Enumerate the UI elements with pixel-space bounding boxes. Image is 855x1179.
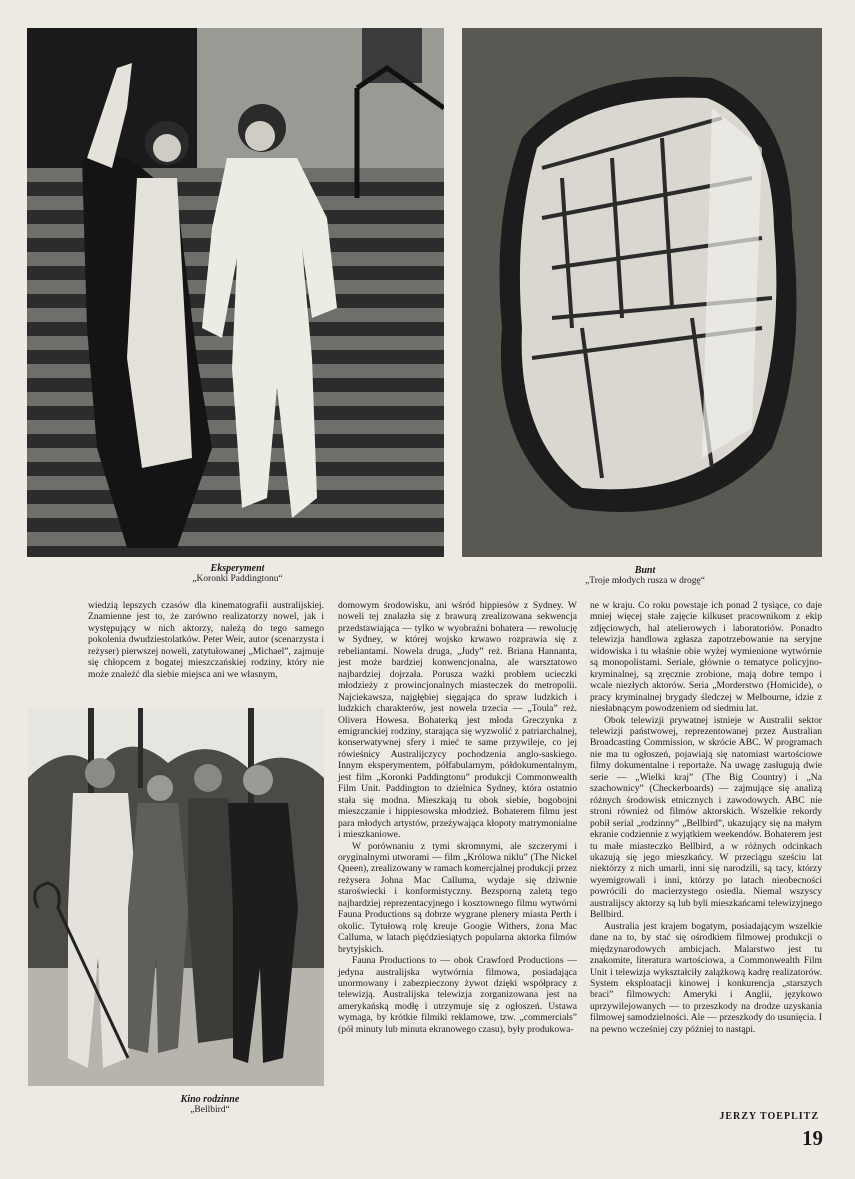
caption-title: Eksperyment: [210, 563, 265, 574]
paragraph: domowym środowisku, ani wśród hippiesów z Sydney. W noweli tej znalazła się z brawurą zrealizowana sekwencja przedstawiająca — tylko w wyobraźni bohatera — rewolucję w Sydney, w której wojsko krwawo rozprawia się z rebeliantami. Nowela druga, „Judy” reż. Briana Hannanta, jest może bardziej konwencjonalna, ale warsztatowo najbardziej dojrzała. Porusza ważki problem ucieczki młodzieży z prowincjonalnych miasteczek do metropolii. Najciekawsza, najgłębiej sięgająca do spraw ludzkich i ludzkich charakterów, jest nowela trzecia — „Toula” reż. Olivera Howesa. Bohaterką jest młoda Greczynka z emigranckiej rodziny, starająca się wyzwolić z patriarchalnej, konserwatywnej sfery i mieć te same przywileje, co jej rówieśnicy Australijczycy pochodzenia anglo-saskiego. Innym eksperymentem, półfabularnym, półdokumentalnym, jest film „Koronki Paddingtonu” produkcji Commonwealth Film Unit. Paddington to dzielnica Sydney, która ostatnio stała się modna. Mieszkają tu obok siebie, bogobojni mieszczanie i hippiesowska młodzież. Bohaterem filmu jest para młodych artystów, przeżywająca kłopoty matrymonialne i mieszkaniowe.: [338, 600, 577, 841]
paragraph: Australia jest krajem bogatym, posiadającym wszelkie dane na to, by stać się ośrodkiem filmowej produkcji o międzynarodowych ambicjach. Malarstwo jest tu znakomite, literatura wartościowa, a Commonwealth Film Unit i telewizja wykształciły zalążkową kadrę realizatorów. System eksploatacji kinowej i konkurencja „starszych braci” filmowych: Ameryki i Anglii, językowo uprzywilejowanych — to przeszkody na drodze uzyskania filmowej samodzielności. Ale — przeszkody do usunięcia. I na pewno wcześniej czy później to nastąpi.: [590, 920, 822, 1035]
caption-window: [560, 565, 730, 587]
caption-subtitle: „Troje młodych rusza w drogę“: [585, 576, 705, 586]
window-photo-image: [462, 28, 822, 557]
page-number: 19: [802, 1126, 823, 1150]
photo-broken-window: [462, 28, 822, 557]
family-photo-image: [28, 708, 324, 1086]
caption-subtitle: „Koronki Paddingtonu“: [192, 574, 283, 584]
paragraph: W porównaniu z tymi skromnymi, ale szczerymi i oryginalnymi utworami — film „Królowa niklu” (The Nickel Queen), zrealizowany w ramach komercjalnej produkcji przez reżysera Johna Mac Calluma, wydaje się dziwnie staroświecki i konformistyczny. Bezsporną zaletą tego najbardziej reprezentacyjnego i kosztownego filmu wytwórni Fauna Productions są dobrze wygrane plenery miasta Perth i okolic. Tytułową rolę kreuje Googie Withers, żona Mac Calluma, w latach pięćdziesiątych popularna aktorka filmów brytyjskich.: [338, 840, 577, 955]
author-signature: JERZY TOEPLITZ: [719, 1111, 819, 1122]
photo-family-group: [28, 708, 324, 1086]
paragraph: Obok telewizji prywatnej istnieje w Australii sektor telewizji państwowej, reprezentowanej przez Australian Broadcasting Commission, w skrócie ABC. W programach nie ma tu ogłoszeń, pojawiają się natomiast wartościowe filmy dokumentalne i reportaże. Na uwagę zasługują dwie serie — „Wielki kraj” (The Big Country) i „Na szachownicy” (Checkerboards) — zajmujące się analizą różnych środowisk etnicznych i zawodowych. ABC nie stroni również od filmów aktorskich. Wszelkie rekordy pobił serial „rodzinny” „Bellbird”, ukazujący się na małym ekranie codziennie z wyjątkiem weekendów. Bohaterem jest tu małe miasteczko Bellbird, a w różnych odcinkach ukazują się jego mieszkańcy. W przeciągu sześciu lat niektórzy z nich umarli, inni się narodzili, są tacy, którzy wyemigrowali i inni, którzy po latach nieobecności powrócili do macierzystego osiedla. Niemal wszyscy australijscy aktorzy są lub byli mieszkańcami telewizyjnego Bellbird.: [590, 714, 822, 921]
article-column-1: [88, 600, 324, 680]
wedding-photo-image: [27, 28, 444, 557]
paragraph: wiedzią lepszych czasów dla kinematografii australijskiej. Znamienne jest to, że zarówno realizatorzy nowel, jak i występujący w nich aktorzy, należą do tego samego pokolenia dwudziestolatków. Peter Weir, autor (scenarzysta i reżyser) pierwszej noweli, zatytułowanej „Michael”, zajmuje się chłopcem z bogatej mieszczańskiej rodziny, który nie może znaleźć dla siebie miejsca ani we własnym,: [88, 600, 324, 680]
article-column-2: [338, 600, 577, 1035]
photo-wedding-couple: [27, 28, 444, 557]
caption-subtitle: „Bellbird“: [190, 1105, 230, 1115]
article-column-3: [590, 600, 822, 1035]
paragraph: Fauna Productions to — obok Crawford Productions — jedyna australijska wytwórnia filmowa, posiadająca unormowany i zabezpieczony żywot dzięki współpracy z telewizją. Australijska telewizja zorganizowana jest na amerykańską modłę i utrzymuje się z ogłoszeń. Ustawa wymaga, by krótkie filmiki reklamowe, tzw. „commercials” (pół minuty lub minuta ekranowego czasu), były produkowa-: [338, 955, 577, 1035]
caption-family: [150, 1094, 270, 1116]
caption-title: Kino rodzinne: [180, 1094, 240, 1105]
caption-wedding: [165, 563, 310, 585]
paragraph: ne w kraju. Co roku powstaje ich ponad 2 tysiące, co daje mniej więcej stałe zajęcie kilkuset pracownikom z ekip zdjęciowych, hal atelierowych i laboratoriów. Ponadto telewizja handlowa zgłasza zapotrzebowanie na seryjne widowiska i tu właśnie obie wyżej wymienione wytwórnie są monopolistami. Seriale, głównie o tematyce policyjno-kryminalnej, są zręcznie zrobione, mają dobre tempo i wcale niezłych aktorów. Seria „Morderstwo (Homicide), o pracy kryminalnej brygady śledczej w Melbourne, idzie z niesłabnącym powodzeniem od siedmiu lat.: [590, 600, 822, 715]
caption-title: Bunt: [634, 565, 656, 576]
